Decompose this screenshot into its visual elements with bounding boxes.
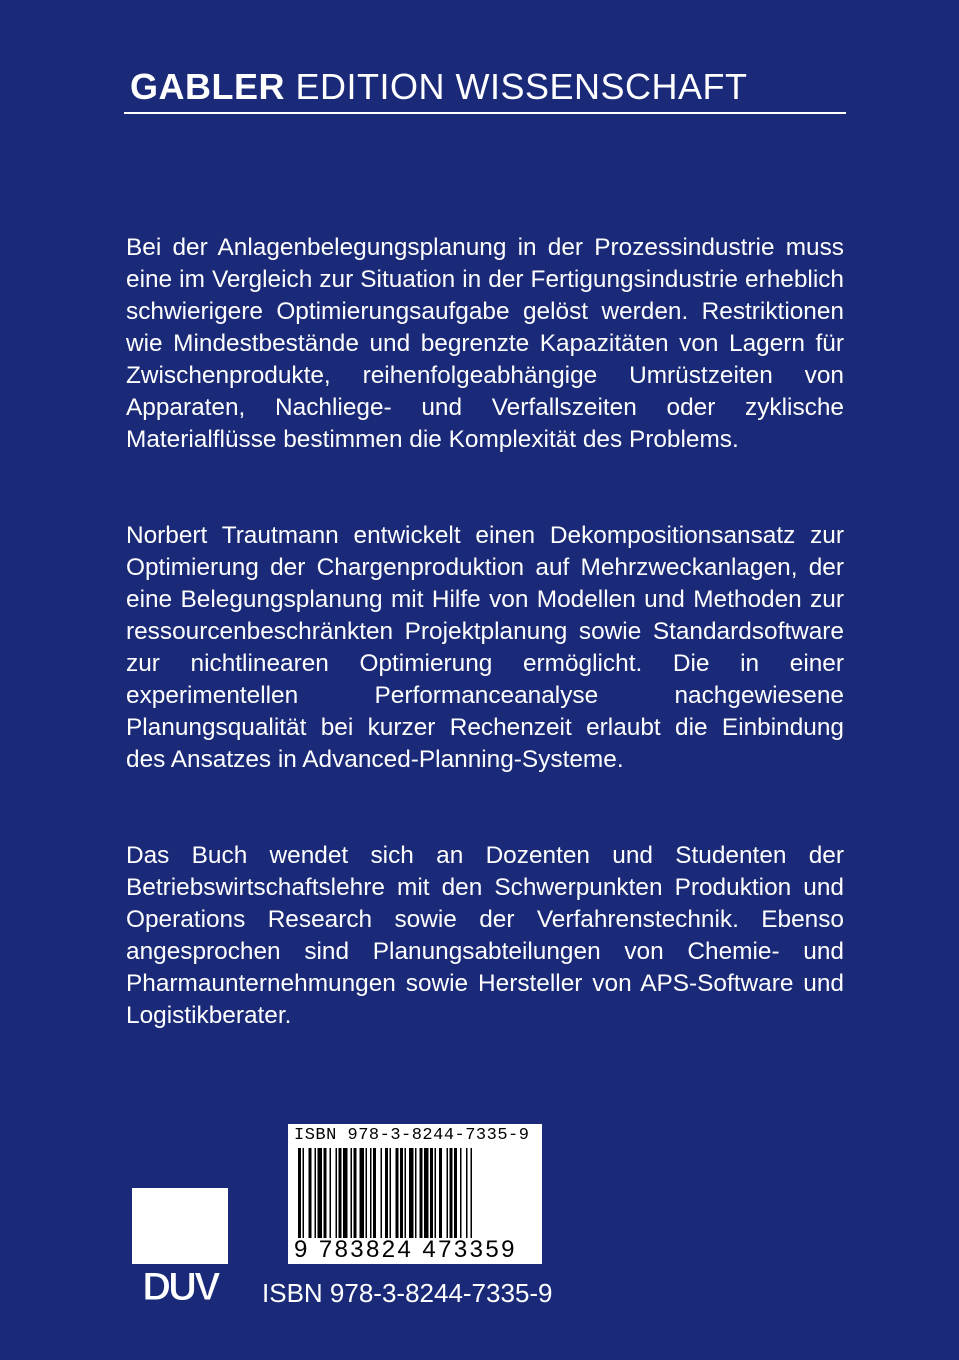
barcode-bar (370, 1148, 372, 1238)
barcode-bar (336, 1148, 338, 1238)
blurb-paragraph-2: Norbert Trautmann entwickelt einen Dekompositionsansatz zur Optimierung der Chargenproduktion auf Mehrzweckanlagen, der eine Belegungsplanung mit Hilfe von Modellen und Methoden zur ressourcenbeschränkten Projektplanung sowie Standardsoftware zur nichtlinearen Optimierung ermöglicht. Die in einer experimentellen Performanceanalyse nachgewiesene Planungsqualität bei kurzer Rechenzeit erlaubt die Einbindung des Ansatzes in Advanced-Planning-Systeme. (126, 522, 844, 773)
barcode-bar (339, 1148, 342, 1238)
barcode-bar (454, 1148, 457, 1238)
barcode-bar (381, 1148, 383, 1238)
barcode-bar (309, 1148, 312, 1238)
barcode-digits: 9 783824 473359 (294, 1236, 517, 1263)
barcode-bar (373, 1148, 376, 1238)
barcode-bar (439, 1148, 442, 1238)
barcode-bar (351, 1148, 353, 1238)
barcode-bar (343, 1148, 348, 1238)
barcode-bar (460, 1148, 462, 1238)
barcode-bar (450, 1148, 453, 1238)
barcode-bar (366, 1148, 368, 1238)
barcode-bar (430, 1148, 433, 1238)
series-brand: GABLER (130, 66, 285, 107)
series-name: EDITION WISSENSCHAFT (295, 66, 748, 107)
barcode-bar (360, 1148, 365, 1238)
barcode-bar (405, 1148, 407, 1238)
barcode-bar (324, 1148, 327, 1238)
barcode-isbn-label: ISBN 978-3-8244-7335-9 (294, 1126, 530, 1145)
barcode-bar (303, 1148, 305, 1238)
barcode-bar (315, 1148, 317, 1238)
blurb-paragraph-3: Das Buch wendet sich an Dozenten und Studenten der Betriebswirtschaftslehre mit den Schwerpunkten Produktion und Operations Research sowie der Verfahrenstechnik. Ebenso angesprochen sind Planungsabteilungen von Chemie- und Pharmaunternehmungen sowie Hersteller von APS-Software und Logistikberater. (126, 842, 844, 1029)
barcode-bar (409, 1148, 414, 1238)
barcode-bar (400, 1148, 403, 1238)
barcode-bar (420, 1148, 423, 1238)
barcode-bar (424, 1148, 429, 1238)
series-title (130, 66, 748, 108)
barcode-bar (354, 1148, 357, 1238)
header-rule (124, 112, 846, 114)
barcode-bar (415, 1148, 417, 1238)
blurb-paragraph-1: Bei der Anlagenbelegungsplanung in der Prozessindustrie muss eine im Vergleich zur Situation in der Fertigungsindustrie erheblich schwierigere Optimierungsaufgabe gelöst werden. Restriktionen wie Mindestbestände und begrenzte Kapazitäten von Lagern für Zwischenprodukte, reihenfolgeabhängige Umrüstzeiten von Apparaten, Nachliege- und Verfallszeiten oder zyklische Materialflüsse bestimmen die Komplexität des Problems. (126, 234, 844, 453)
logo-text: DUV (142, 1265, 218, 1306)
barcode (288, 1124, 542, 1264)
barcode-bar (396, 1148, 399, 1238)
barcode-bar (435, 1148, 437, 1238)
barcode-bars (298, 1148, 532, 1238)
barcode-bar (318, 1148, 323, 1238)
barcode-bar (298, 1148, 301, 1238)
isbn-text: ISBN 978-3-8244-7335-9 (262, 1278, 553, 1308)
barcode-bar (447, 1148, 449, 1238)
duv-logo (132, 1188, 228, 1306)
barcode-bar (390, 1148, 392, 1238)
barcode-bar (466, 1148, 468, 1238)
barcode-bar (385, 1148, 388, 1238)
barcode-bar (471, 1148, 473, 1238)
barcode-bar (330, 1148, 332, 1238)
